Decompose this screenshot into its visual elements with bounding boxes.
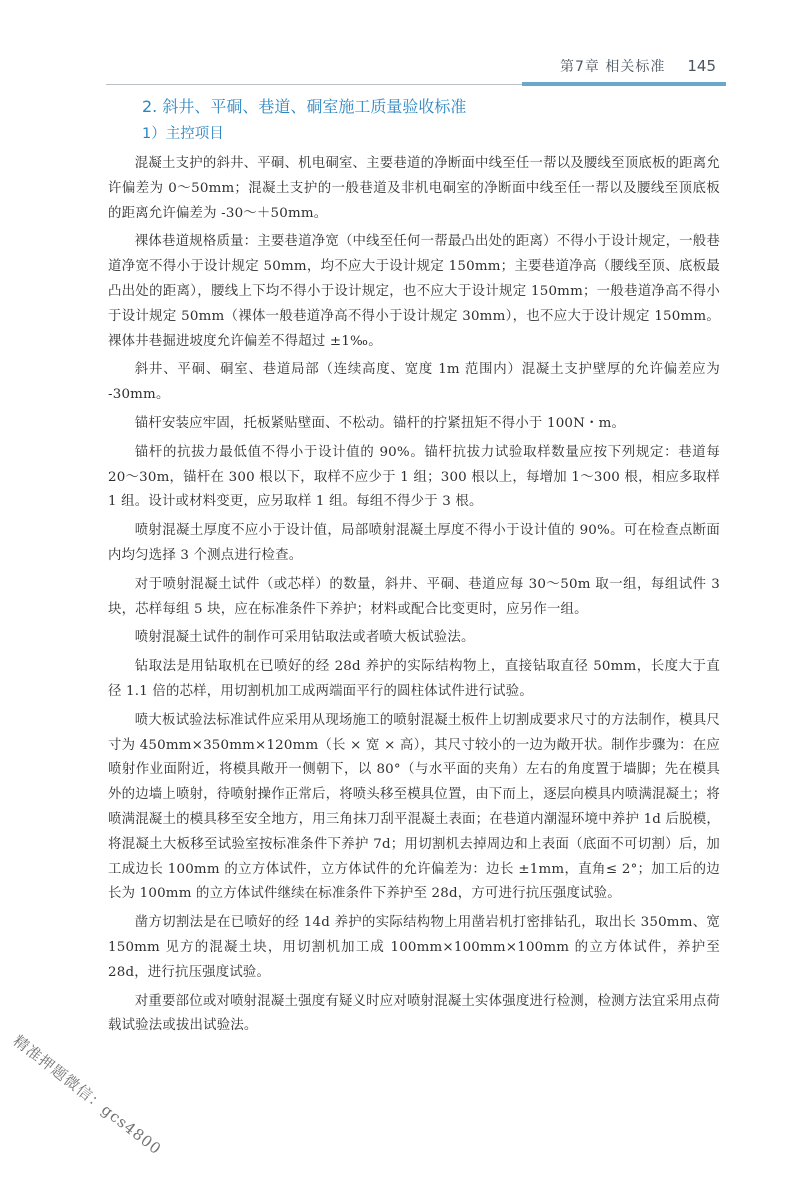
paragraph-strength-testing: 对重要部位或对喷射混凝土强度有疑义时应对喷射混凝土实体强度进行检测，检测方法宜采用点荷载试验法或拔出试验法。 <box>108 993 720 1034</box>
paragraph-wall-thickness: 斜井、平硐、硐室、巷道局部（连续高度、宽度 1m 范围内）混凝土支护壁厚的允许偏差应为 -30mm。 <box>108 362 720 403</box>
paragraph-large-plate-method: 喷大板试验法标准试件应采用从现场施工的喷射混凝土板件上切割成要求尺寸的方法制作，模具尺寸为 450mm×350mm×120mm（长 × 宽 × 高），其尺寸较小的一边为敞开状。制作步骤为：在应喷射作业面附近，将模具敞开一侧朝下，以 80°（与水平面的夹角）左右的角度置于墙脚；先在模具外的边墙上喷射，待喷射操作正常后，将喷头移至模具位置，由下而上，逐层向模具内喷满混凝土；将喷满混凝土的模具移至安全地方，用三角抹刀刮平混凝土表面；在巷道内潮湿环境中养护 1d 后脱模，将混凝土大板移至试验室按标准条件下养护 7d；用切割机去掉周边和上表面（底面不可切割）后，加工成边长 100mm 的立方体试件，立方体试件的允许偏差为：边长 ±1mm，直角≤ 2°；加工后的边长为 100mm 的立方体试件继续在标准条件下养护至 28d，方可进行抗压强度试验。 <box>108 712 720 902</box>
running-header <box>0 56 716 80</box>
paragraph-bolt-installation: 锚杆安装应牢固，托板紧贴壁面、不松动。锚杆的拧紧扭矩不得小于 100N・m。 <box>134 415 626 431</box>
paragraph-specimen-count: 对于喷射混凝土试件（或芯样）的数量，斜井、平硐、巷道应每 30～50m 取一组，每组试件 3 块，芯样每组 5 块，应在标准条件下养护；材料或配合比变更时，应另作一组。 <box>108 576 720 617</box>
header-rule-accent <box>522 82 726 86</box>
page-number: 145 <box>687 57 716 75</box>
paragraph-shotcrete-thickness: 喷射混凝土厚度不应小于设计值，局部喷射混凝土厚度不得小于设计值的 90%。可在检查点断面内均匀选择 3 个测点进行检查。 <box>108 523 720 563</box>
watermark-text: 精准押题微信：gcs4800 <box>9 1031 165 1159</box>
chapter-label: 第7章 相关标准 <box>560 59 666 75</box>
paragraph-specimen-methods: 喷射混凝土试件的制作可采用钻取法或者喷大板试验法。 <box>134 630 475 646</box>
paragraph-bare-tunnel-spec: 裸体巷道规格质量：主要巷道净宽（中线至任何一帮最凸出处的距离）不得小于设计规定，一般巷道净宽不得小于设计规定 50mm，均不应大于设计规定 150mm；主要巷道净高（腰线至顶、底板最凸出处的距离），腰线上下均不得小于设计规定，也不应大于设计规定 150mm；一般巷道净高不得小于设计规定 50mm（裸体一般巷道净高不得小于设计规定 30mm），也不应大于设计规定 150mm。裸体井巷掘进坡度允许偏差不得超过 ±1‰。 <box>108 234 720 349</box>
paragraph-core-drilling: 钻取法是用钻取机在已喷好的经 28d 养护的实际结构物上，直接钻取直径 50mm，长度大于直径 1.1 倍的芯样，用切割机加工成两端面平行的圆柱体试件进行试验。 <box>108 659 720 699</box>
section-title: 2. 斜井、平硐、巷道、硐室施工质量验收标准 <box>142 97 467 116</box>
paragraph-chisel-cut-method: 凿方切割法是在已喷好的经 14d 养护的实际结构物上用凿岩机打密排钻孔，取出长 350mm、宽 150mm 见方的混凝土块，用切割机加工成 100mm×100mm×100mm 的立方体试件，养护至 28d，进行抗压强度试验。 <box>108 915 720 980</box>
paragraph-bolt-pullout: 锚杆的抗拔力最低值不得小于设计值的 90%。锚杆抗拔力试验取样数量应按下列规定：巷道每 20～30m，锚杆在 300 根以下，取样不应少于 1 组；300 根以上，每增加 1～300 根，相应多取样 1 组。设计或材料变更，应另取样 1 组。每组不得少于 3 根。 <box>108 444 720 510</box>
subsection-title: 1）主控项目 <box>142 126 224 142</box>
paragraph-section-clearance: 混凝土支护的斜井、平硐、机电硐室、主要巷道的净断面中线至任一帮以及腰线至顶底板的距离允许偏差为 0～50mm；混凝土支护的一般巷道及非机电硐室的净断面中线至任一帮以及腰线至顶底板的距离允许偏差为 -30～＋50mm。 <box>108 156 720 221</box>
page-body <box>108 95 720 1043</box>
